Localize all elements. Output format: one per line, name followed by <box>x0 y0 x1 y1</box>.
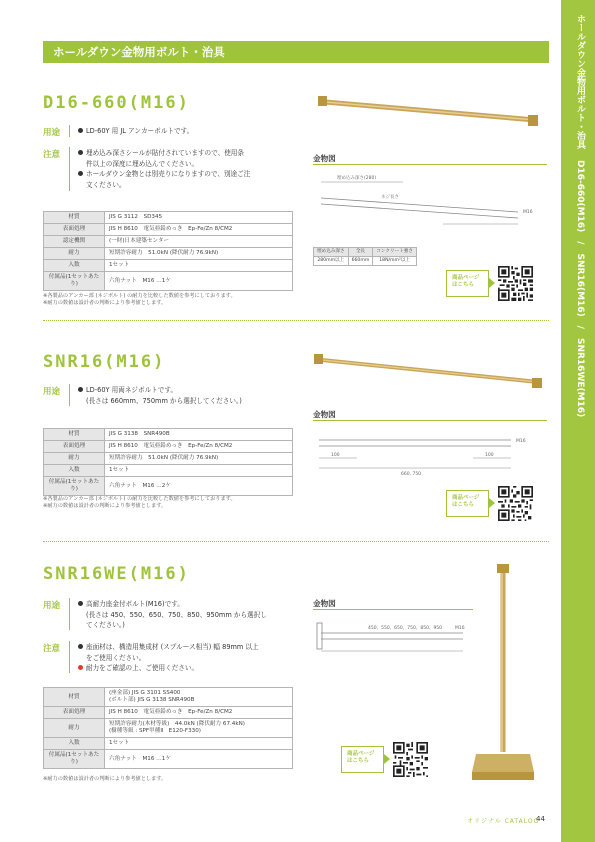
washer-outline <box>317 623 322 649</box>
qr-code-icon[interactable] <box>498 486 533 521</box>
dim-label: 100 <box>485 453 494 458</box>
catalog-label: オリジナル CATALOG <box>467 818 540 825</box>
product-image-d16 <box>310 92 545 137</box>
bullet-icon <box>78 387 83 392</box>
table-row: 付属品(1セットあたり) 六角ナット M16 …1ケ <box>44 272 293 291</box>
table-row: 付属品(1セットあたり) 六角ナット M16 …2ケ <box>44 477 293 496</box>
dim-label: 埋め込み深さ(280) <box>337 176 377 181</box>
section-divider <box>43 320 549 321</box>
diagram-rule <box>313 609 473 610</box>
footnotes: ※各製品のアンカー部 (ネジボルト) の耐力を比較した数値を参考にしております。 ※耐力の数値は設計者の判断により参考値とします。 <box>43 293 236 306</box>
product-title-d16: D16-660(M16) <box>43 93 190 113</box>
hex-nut <box>314 354 323 364</box>
label-divider <box>69 125 70 137</box>
page-number: 44 <box>536 815 545 823</box>
diagram-rule <box>313 164 547 165</box>
label-divider <box>69 384 70 406</box>
table-row: 耐力 短期許容耐力 51.0kN (降伏耐力 76.9kN) <box>44 453 293 465</box>
arrow-right-icon <box>489 498 495 508</box>
table-row: 表面処理 JIS H 8610 電気亜鉛めっき Ep-Fe/Zn 8/CM2 <box>44 707 293 719</box>
caution-text: 埋め込み深さシールが貼付されていますので、使用条 件以上の深度に埋め込んでください。 ホールダウン金物とは別売りになりますので、別途ご注 文ください。 <box>78 148 298 190</box>
bolt-end <box>528 115 538 126</box>
table-row: 耐力 短期許容耐力 51.0kN (降伏耐力 76.9kN) <box>44 248 293 260</box>
bullet-icon <box>78 644 83 649</box>
spec-table-snr16we <box>43 687 293 769</box>
label-divider <box>69 147 70 191</box>
product-title-snr16: SNR16(M16) <box>43 352 166 372</box>
spec-table-snr16 <box>43 428 293 496</box>
product-page-link[interactable]: 商品ページ はこちら <box>341 746 384 773</box>
diagram-d16 <box>313 168 548 228</box>
spec-table-d16 <box>43 211 293 291</box>
product-title-snr16we: SNR16WE(M16) <box>43 564 190 584</box>
table-row: 付属品(1セットあたり) 六角ナット M16 …1ケ <box>44 750 293 769</box>
table-row: 材質 JIS G 3138 SNR490B <box>44 429 293 441</box>
dim-label: 100 <box>331 453 340 458</box>
diagram-title: 金物図 <box>313 154 336 163</box>
bullet-icon <box>78 601 83 606</box>
embed-depth-table <box>313 247 417 266</box>
table-row: 表面処理 JIS H 8610 電気亜鉛めっき Ep-Fe/Zn 8/CM2 <box>44 224 293 236</box>
bullet-icon <box>78 171 83 176</box>
product-image-snr16 <box>310 350 545 395</box>
warning-bullet-icon <box>78 665 83 670</box>
diagram-snr16 <box>313 424 548 480</box>
base-plate-edge <box>472 772 534 780</box>
bolt-outline <box>321 198 518 212</box>
base-plate <box>472 754 534 772</box>
caution-warning: 耐力をご確認の上、ご使用ください。 <box>86 664 199 672</box>
arrow-right-icon <box>384 754 390 764</box>
use-text: LD-60Y 用 JL アンカーボルトです。 <box>78 126 193 137</box>
bullet-icon <box>78 128 83 133</box>
side-tab-category: ホールダウン金物用ボルト・治具 <box>575 14 585 149</box>
hex-nut <box>318 96 327 106</box>
dim-label: 660, 750 <box>401 472 422 477</box>
product-image-snr16we <box>470 562 536 784</box>
dim-label: ネジ長さ <box>381 195 399 200</box>
label-divider <box>69 641 70 673</box>
section-divider <box>43 541 549 542</box>
use-text: LD-60Y 用両ネジボルトです。 (長さは 660mm、750mm から選択してください。) <box>78 385 242 406</box>
caution-label: 注意 <box>43 150 61 160</box>
section-header <box>43 41 549 63</box>
dim-label: M16 <box>516 439 526 444</box>
use-text: 高耐力座金付ボルト(M16)です。 (長さは 450、550、650、750、850、950mm から選択し てください。) <box>78 599 267 631</box>
diagram-title: 金物図 <box>313 599 336 608</box>
table-row: 耐力 短期許容耐力(木材等級) 44.0kN (降伏耐力 67.4kN) (樹種等級 : SPF甲種Ⅱ E120-F330) <box>44 719 293 738</box>
table-row: 入数 1セット <box>44 738 293 750</box>
hex-nut <box>497 564 509 573</box>
table-row: 材質 JIS G 3112 SD345 <box>44 212 293 224</box>
product-page-link[interactable]: 商品ページ はこちら <box>446 270 489 297</box>
dim-label: M16 <box>523 210 533 215</box>
hex-nut <box>532 378 542 388</box>
table-row: 認定機関 (一財)日本建築センター <box>44 236 293 248</box>
section-title: ホールダウン金物用ボルト・治具 <box>53 45 225 59</box>
use-label: 用途 <box>43 387 61 397</box>
dim-label: M16 <box>455 626 465 631</box>
bolt-outline <box>321 204 518 218</box>
table-row: 表面処理 JIS H 8610 電気亜鉛めっき Ep-Fe/Zn 8/CM2 <box>44 441 293 453</box>
side-tab-models: D16-660(M16) / SNR16(M16) / SNR16WE(M16) <box>575 160 585 418</box>
diagram-title: 金物図 <box>313 410 336 419</box>
diagram-rule <box>313 420 547 421</box>
use-label: 用途 <box>43 128 61 138</box>
bolt-highlight <box>325 102 535 120</box>
table-row: 入数 1セット <box>44 465 293 477</box>
bullet-icon <box>78 150 83 155</box>
table-row: 280mm以上 660mm 18N/mm²以上 <box>314 257 417 266</box>
table-row: 入数 1セット <box>44 260 293 272</box>
caution-text: 座面材は、構造用集成材 (スプルース相当) 幅 89mm 以上 をご使用ください。 耐力をご確認の上、ご使用ください。 <box>78 642 259 674</box>
table-row: 材質 (座金部) JIS G 3101 SS400 (ボルト部) JIS G 3138 SNR490B <box>44 688 293 707</box>
footnotes: ※耐力の数値は設計者の判断により参考値とします。 <box>43 776 167 782</box>
bolt-highlight <box>322 360 538 382</box>
dim-label: 450、550、650、750、850、950 <box>368 626 443 631</box>
label-divider <box>69 598 70 630</box>
side-index-tab <box>561 0 595 842</box>
qr-code-icon[interactable] <box>498 266 533 301</box>
arrow-right-icon <box>489 278 495 288</box>
qr-code-icon[interactable] <box>393 742 428 777</box>
use-label: 用途 <box>43 601 61 611</box>
caution-label: 注意 <box>43 644 61 654</box>
footnotes: ※各製品のアンカー部 (ネジボルト) の耐力を比較した数値を参考にしております。 ※耐力の数値は設計者の判断により参考値とします。 <box>43 496 236 509</box>
table-row: 埋め込み深さ 全長 コンクリート強さ <box>314 248 417 257</box>
diagram-snr16we <box>313 613 473 663</box>
product-page-link[interactable]: 商品ページ はこちら <box>446 490 489 517</box>
